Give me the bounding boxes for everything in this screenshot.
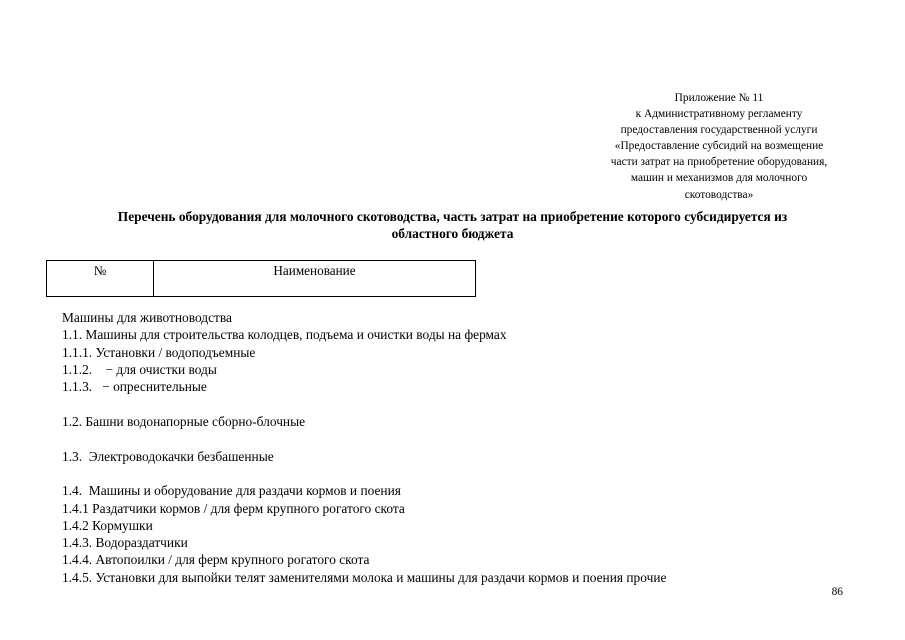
- list-item: 1.4.5. Установки для выпойки телят заменителями молока и машины для раздачи кормов и поения прочие: [62, 569, 667, 585]
- appendix-header: [588, 90, 850, 203]
- list-item: 1.1.1. Установки / водоподъемные: [62, 344, 256, 360]
- list-item: 1.4.4. Автопоилки / для ферм крупного рогатого скота: [62, 552, 370, 568]
- list-item: 1.1. Машины для строительства колодцев, подъема и очистки воды на фермах: [62, 327, 507, 343]
- page-number: 86: [831, 586, 843, 598]
- appendix-line: Приложение № 11: [674, 92, 764, 104]
- list-item: 1.1.2. − для очистки воды: [62, 361, 217, 377]
- table-header-row: [47, 261, 476, 297]
- list-item: 1.4.1 Раздатчики кормов / для ферм крупного рогатого скота: [62, 500, 405, 516]
- column-header-name: Наименование: [154, 261, 476, 297]
- title-line-1: Перечень оборудования для молочного скотоводства, часть затрат на приобретение которого субсидируется из: [117, 209, 788, 224]
- list-spacer: [62, 430, 862, 447]
- appendix-line: предоставления государственной услуги: [620, 124, 818, 137]
- appendix-line: части затрат на приобретение оборудования,: [610, 156, 828, 169]
- list-spacer: [62, 395, 862, 412]
- list-item: 1.4. Машины и оборудование для раздачи кормов и поения: [62, 483, 401, 499]
- list-item: Машины для животноводства: [62, 310, 232, 325]
- appendix-line: «Предоставление субсидий на возмещение: [614, 140, 824, 153]
- list-item: 1.4.3. Водораздатчики: [62, 535, 188, 551]
- header-table: [46, 260, 476, 297]
- list-item: 1.2. Башни водонапорные сборно-блочные: [62, 413, 306, 429]
- title-line-2: областного бюджета: [391, 226, 514, 241]
- appendix-line: машин и механизмов для молочного: [630, 172, 808, 185]
- list-item: 1.1.3. − опреснительные: [62, 379, 207, 395]
- equipment-list: [62, 309, 862, 586]
- list-item: 1.4.2 Кормушки: [62, 517, 153, 533]
- appendix-line: скотоводства»: [684, 188, 754, 201]
- appendix-line: к Административному регламенту: [635, 108, 803, 121]
- document-title: [40, 208, 865, 242]
- list-item: 1.3. Электроводокачки безбашенные: [62, 448, 274, 464]
- list-spacer: [62, 465, 862, 482]
- column-header-number: №: [47, 261, 154, 297]
